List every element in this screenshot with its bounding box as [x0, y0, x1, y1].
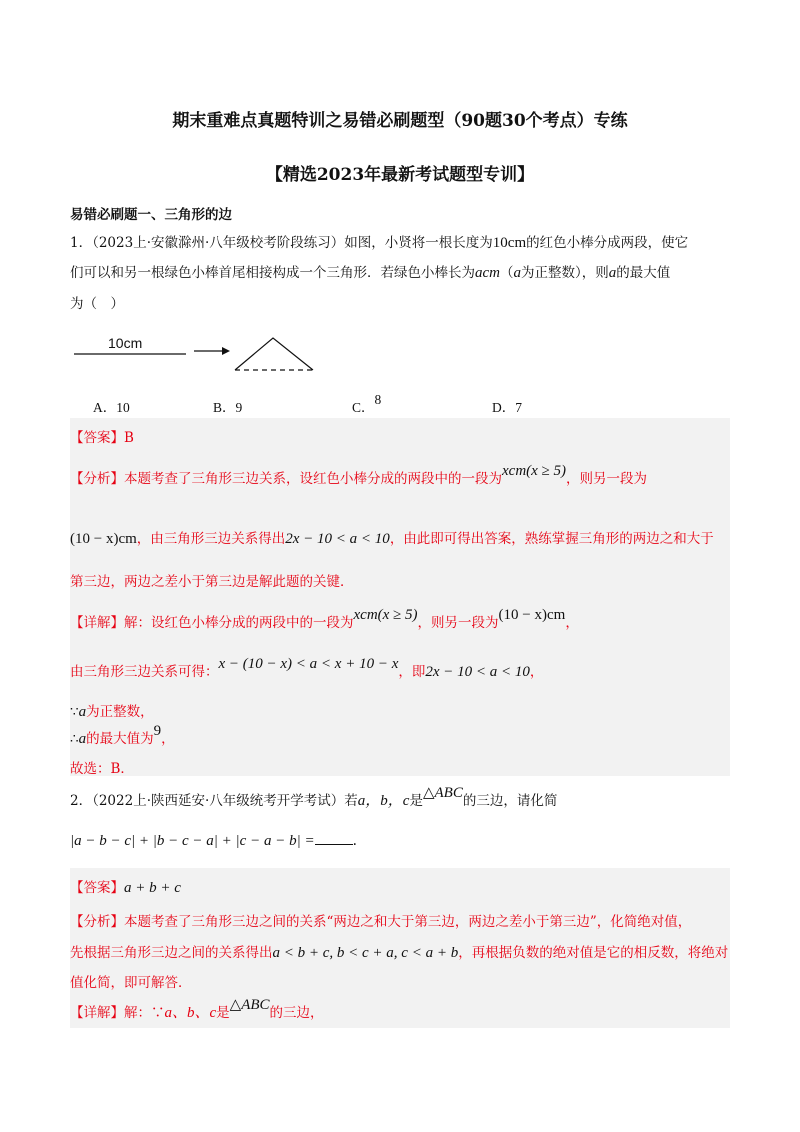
answer-tag: 【答案】: [70, 430, 124, 446]
option-value: 7: [515, 400, 522, 415]
page-subtitle: 【精选2023年最新考试题型专训】: [265, 165, 535, 185]
section-heading: 易错必刷题一、三角形的边: [70, 207, 232, 223]
analysis-text: 本题考查了三角形三边关系，设红色小棒分成的两段中的一段为: [124, 471, 502, 487]
q2-text: 若: [344, 793, 358, 809]
detail-math: (10 − x)cm: [498, 607, 566, 623]
arrow-icon: [222, 347, 230, 355]
figure-length-label: 10cm: [108, 335, 143, 351]
analysis-text: ，则另一段为: [566, 471, 648, 487]
detail-text: ，: [161, 731, 175, 747]
q1-choose-line: 故选：B．: [70, 761, 134, 777]
q2-line-2: [70, 832, 357, 850]
option-value: 9: [235, 400, 243, 415]
detail-text: 解：∵: [124, 1005, 165, 1021]
detail-tag: 【详解】: [70, 615, 124, 631]
analysis-text: 本题考查了三角形三边之间的关系“两边之和大于第三边，两边之差小于第三边”，化简绝对值，: [124, 914, 692, 930]
q1-text: 的红色小棒分成两段，使它: [526, 235, 689, 251]
detail-value: 9: [153, 723, 162, 739]
q1-text: （: [500, 265, 514, 281]
answer-value: a + b + c: [124, 880, 181, 896]
q2-expression: |a − b − c| + |b − c − a| + |c − a − b| =: [70, 833, 315, 849]
q1-var: a: [513, 265, 521, 281]
q2-analysis-line-2: [70, 941, 728, 962]
detail-text: 的三边，: [269, 1005, 324, 1021]
triangle-sides: [235, 338, 313, 370]
q1-answer: [70, 426, 134, 446]
option-label: D．: [492, 400, 516, 415]
detail-math: x − (10 − x) < a < x + 10 − x: [218, 656, 399, 672]
answer-blank: [315, 832, 353, 845]
detail-text: 是: [216, 1005, 230, 1021]
q2-line-1: [70, 785, 558, 810]
q1-source: （2023上·安徽滁州·八年级校考阶段练习）: [92, 235, 345, 251]
detail-text: ，: [565, 615, 579, 631]
detail-var: a: [78, 704, 87, 720]
analysis-math: (10 − x)cm: [70, 531, 137, 547]
option-a: [93, 396, 130, 416]
analysis-tag: 【分析】: [70, 914, 124, 930]
option-d: [492, 396, 522, 416]
q1-var: a: [608, 265, 617, 281]
q1-text: 的最大值: [616, 265, 671, 281]
q2-text: .: [352, 833, 357, 849]
q2-analysis-line-1: [70, 910, 691, 930]
analysis-text: ，再根据负数的绝对值是它的相反数，将绝对: [458, 945, 729, 961]
option-label: A．: [93, 400, 117, 415]
detail-text: 解：设红色小棒分成的两段中的一段为: [124, 615, 354, 631]
q2-vars: a，b，c: [357, 793, 410, 809]
q2-text: 是: [409, 793, 423, 809]
q1-line-2: [70, 261, 670, 282]
q1-length: 10cm: [492, 235, 527, 251]
detail-tag: 【详解】: [70, 1005, 124, 1021]
q2-detail-line-1: [70, 997, 324, 1022]
detail-math: 2x − 10 < a < 10: [425, 664, 530, 680]
q1-analysis-line-3: 第三边，两边之差小于第三边是解此题的关键．: [70, 574, 354, 590]
q1-analysis-line-2: [70, 527, 714, 548]
q1-text: 们可以和另一根绿色小棒首尾相接构成一个三角形．若绿色小棒长为: [70, 265, 475, 281]
detail-vars: a、b、c: [164, 1005, 217, 1021]
analysis-math: xcm(x ≥ 5): [502, 463, 567, 479]
q1-text: 如图，小贤将一根长度为: [344, 235, 493, 251]
detail-math: xcm(x ≥ 5): [353, 607, 418, 623]
q1-detail-line-2: [70, 656, 544, 681]
option-value: 10: [116, 400, 130, 415]
q2-triangle: △ABC: [422, 785, 463, 801]
answer-value: B: [124, 430, 134, 446]
q2-answer: [70, 876, 181, 897]
q2-number: 2．: [70, 793, 93, 809]
option-label: C．: [352, 400, 375, 415]
q1-line-1: [70, 231, 688, 252]
therefore-symbol: ∴: [70, 731, 79, 747]
analysis-text: ，由此即可得出答案，熟练掌握三角形的两边之和大于: [389, 531, 714, 547]
q2-source: （2022上·陕西延安·八年级统考开学考试）: [92, 793, 345, 809]
q1-detail-line-1: [70, 607, 579, 632]
analysis-math: a < b + c, b < c + a, c < a + b: [272, 945, 459, 961]
analysis-text: 先根据三角形三边之间的关系得出: [70, 945, 273, 961]
page-title: 期末重难点真题特训之易错必刷题型（90题30个考点）专练: [172, 111, 628, 131]
detail-text: ，: [529, 664, 544, 680]
because-symbol: ∵: [70, 704, 79, 720]
q2-text: 的三边，请化简: [462, 793, 558, 809]
detail-var: a: [78, 731, 87, 747]
detail-text: 由三角形三边关系可得：: [70, 664, 219, 680]
q1-number: 1．: [70, 235, 93, 251]
option-c: [352, 392, 382, 416]
detail-triangle: △ABC: [229, 997, 270, 1013]
detail-text: 的最大值为: [86, 731, 154, 747]
option-value: 8: [374, 392, 382, 407]
option-b: [213, 396, 242, 416]
q1-text: 为正整数），则: [521, 265, 609, 281]
q1-var: acm: [475, 265, 500, 281]
detail-text: 为正整数，: [86, 704, 154, 720]
q1-therefore-line: [70, 723, 175, 748]
q1-line-3: 为（ ）: [70, 296, 124, 312]
stick-triangle-figure: [70, 330, 330, 378]
answer-tag: 【答案】: [70, 880, 124, 896]
detail-text: ，则另一段为: [417, 615, 499, 631]
q1-because-line: [70, 700, 154, 721]
option-label: B．: [213, 400, 236, 415]
analysis-text: ，由三角形三边关系得出: [136, 531, 286, 547]
detail-text: ，即: [398, 664, 426, 680]
analysis-math: 2x − 10 < a < 10: [285, 531, 390, 547]
q1-analysis-line-1: [70, 463, 648, 488]
analysis-tag: 【分析】: [70, 471, 124, 487]
q2-analysis-line-3: 值化简，即可解答．: [70, 975, 192, 991]
